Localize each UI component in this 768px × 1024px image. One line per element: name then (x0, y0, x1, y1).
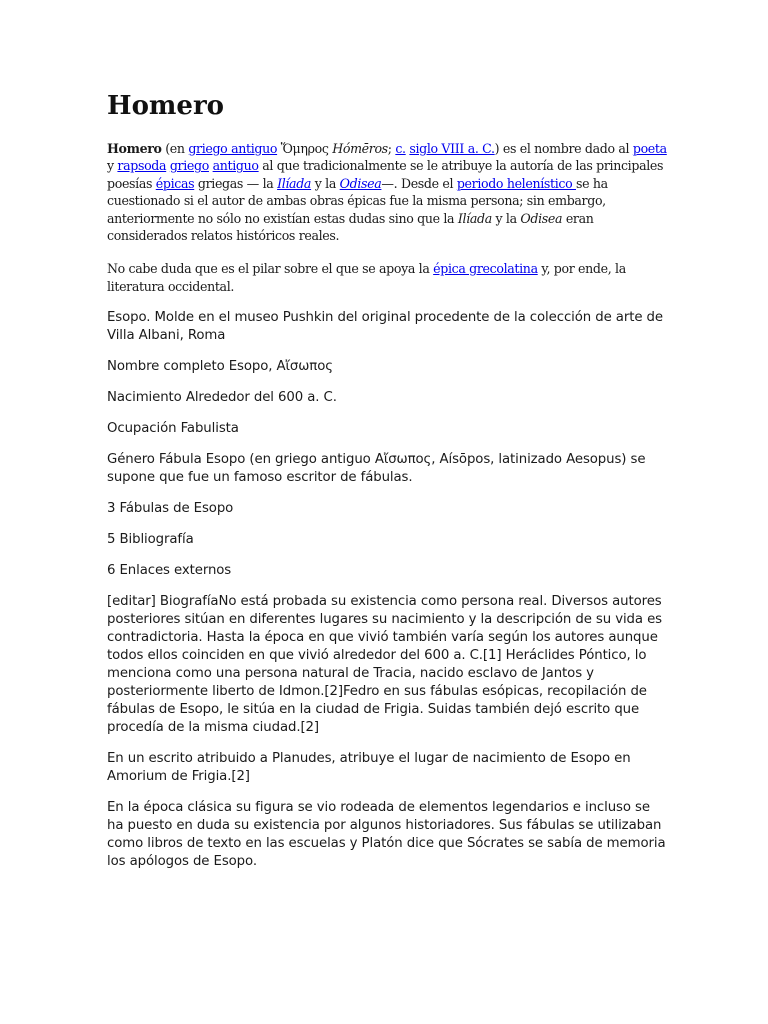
text-run: (en (161, 141, 189, 156)
link-odisea[interactable] (340, 176, 382, 191)
text-run: Ὅμηρος (277, 141, 333, 156)
epoca-clasica-paragraph: En la época clásica su figura se vio rodeada de elementos legendarios e incluso se ha puesto en duda su existencia por algunos historiadores. Sus fábulas se utilizaban como libros de texto en las escuelas y Platón dice que Sócrates se sabía de memoria los apólogos de Esopo. (107, 800, 666, 870)
biografia-paragraph: [editar] BiografíaNo está probada su existencia como persona real. Diversos autores posteriores sitúan en diferentes lugares su nacimiento y la descripción de su vida es contradictoria. Hasta la época en que vivió también varía según los autores aunque todos ellos coinciden en que vivió alrededor del 600 a. C.[1] Heráclides Póntico, lo menciona como una persona natural de Tracia, nacido esclavo de Jantos y posteriormente liberto de Idmon.[2]Fedro en sus fábulas esópicas, recopilación de fábulas de Esopo, le sitúa en la ciudad de Frigia. Suidas también dejó escrito que procedía de la misma ciudad.[2] (107, 594, 662, 736)
infobox-genero: Género Fábula Esopo (en griego antiguo Αἴσωπος, Aísōpos, latinizado Aesopus) se supone que fue un famoso escritor de fábulas. (107, 452, 646, 486)
text-run: y la (491, 210, 521, 226)
text-run: y, por ende, la literatura occidental. (107, 261, 626, 294)
text-run: No cabe duda que es el pilar sobre el que se apoya la (107, 261, 434, 277)
planudes-paragraph: En un escrito atribuido a Planudes, atribuye el lugar de nacimiento de Esopo en Amorium de Frigia.[2] (107, 751, 631, 785)
page-title: Homero (107, 91, 224, 121)
intro-paragraph (107, 140, 667, 244)
homeros-italic: Hómēros (332, 141, 388, 156)
text-run: se ha cuestionado si el autor de ambas obras épicas fue la misma persona; sin embargo, anteriormente no sólo no existían estas dudas sino que la (107, 175, 608, 226)
text-run: ; (387, 141, 396, 156)
text-run: —. Desde el (381, 175, 457, 191)
link-siglo-viii[interactable]: siglo VIII a. C. (409, 141, 495, 156)
link-circa[interactable]: c. (395, 141, 406, 156)
second-paragraph (107, 260, 667, 295)
toc-item-enlaces: 6 Enlaces externos (107, 563, 232, 579)
link-griego[interactable]: griego (169, 158, 209, 174)
text-run: y (107, 158, 118, 174)
infobox-ocupacion: Ocupación Fabulista (107, 421, 239, 437)
odisea-italic: Odisea (520, 210, 563, 226)
link-iliada[interactable] (277, 176, 311, 191)
iliada-italic: Ilíada (457, 210, 492, 226)
subject-bold: Homero (107, 141, 162, 156)
link-rapsoda[interactable]: rapsoda (117, 158, 167, 174)
text-run: eran considerados relatos históricos reales. (107, 210, 594, 244)
link-epicas[interactable]: épicas (155, 175, 195, 191)
text-run: al que tradicionalmente se le atribuye la autoría de las principales poesías (107, 158, 664, 191)
odisea-link-text: Odisea (339, 175, 382, 191)
toc-item-fabulas: 3 Fábulas de Esopo (107, 501, 234, 517)
image-caption: Esopo. Molde en el museo Pushkin del original procedente de la colección de arte de Villa Albani, Roma (107, 310, 663, 344)
text-run: y la (311, 175, 340, 191)
infobox-nacimiento: Nacimiento Alrededor del 600 a. C. (107, 390, 337, 406)
iliada-link-text: Ilíada (277, 175, 312, 191)
toc-item-bibliografia: 5 Bibliografía (107, 532, 194, 548)
link-griego-antiguo[interactable]: griego antiguo (188, 141, 278, 156)
link-epica-grecolatina[interactable]: épica grecolatina (433, 261, 538, 277)
link-periodo-helenistico[interactable]: periodo helenístico (456, 175, 576, 191)
link-poeta[interactable]: poeta (632, 141, 667, 156)
text-run: griegas — la (194, 175, 278, 191)
text-run: ) es el nombre dado al (494, 141, 633, 156)
article-body (107, 88, 667, 884)
link-antiguo[interactable]: antiguo (212, 158, 259, 174)
infobox-nombre: Nombre completo Esopo, Αἴσωπος (107, 359, 333, 375)
